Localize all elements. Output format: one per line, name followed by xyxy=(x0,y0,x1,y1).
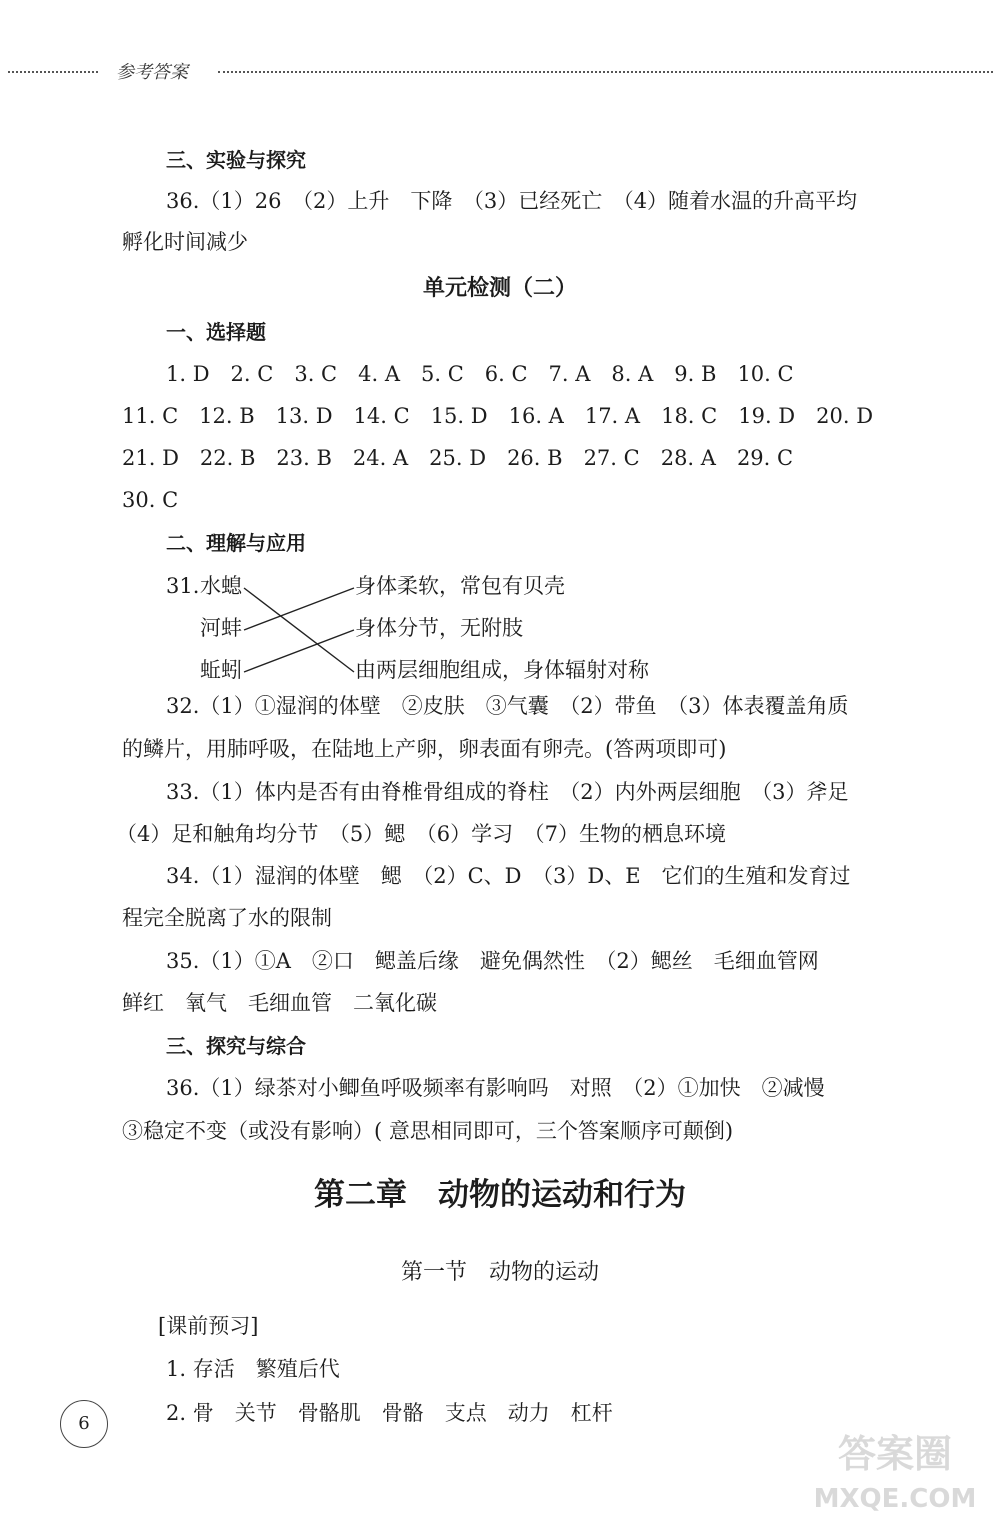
answer-36a-line2: 孵化时间减少 xyxy=(122,230,248,254)
mc-answers-line1: 1. D 2. C 3. C 4. A 5. C 6. C 7. A 8. A 9. B 10. C xyxy=(166,362,794,386)
preview-heading: [课前预习] xyxy=(158,1314,259,1338)
answer-35-line2: 鲜红 氧气 毛细血管 二氧化碳 xyxy=(122,991,437,1015)
watermark-top: 答案圈 xyxy=(837,1432,953,1476)
watermark-bottom: MXQE.COM xyxy=(813,1484,977,1514)
answer-32-line2: 的鳞片，用肺呼吸，在陆地上产卵，卵表面有卵壳。(答两项即可) xyxy=(122,737,727,761)
answer-34-line2: 程完全脱离了水的限制 xyxy=(122,906,332,930)
preview-answer-2: 2. 骨 关节 骨骼肌 骨骼 支点 动力 杠杆 xyxy=(166,1401,613,1425)
mc-answers-line4: 30. C xyxy=(122,488,179,512)
q31-number: 31. xyxy=(166,574,200,598)
q31-right-item: 身体柔软，常包有贝壳 xyxy=(355,574,565,598)
answer-35-line1: 35.（1）①A ②口 鳃盖后缘 避免偶然性 （2）鳃丝 毛细血管网 xyxy=(166,949,819,973)
q31-left-item: 河蚌 xyxy=(200,616,242,640)
match-line-2 xyxy=(244,588,354,630)
chapter-title: 第二章 动物的运动和行为 xyxy=(314,1177,686,1213)
section-heading-inquiry: 三、探究与综合 xyxy=(166,1034,306,1058)
q31-left-item: 水螅 xyxy=(200,574,242,598)
match-line-1 xyxy=(244,588,354,672)
answer-36b-line1: 36.（1）绿茶对小鲫鱼呼吸频率有影响吗 对照 （2）①加快 ②减慢 xyxy=(166,1076,825,1100)
section-heading-choice: 一、选择题 xyxy=(166,320,266,344)
answer-32-line1: 32.（1）①湿润的体壁 ②皮肤 ③气囊 （2）带鱼 （3）体表覆盖角质 xyxy=(166,694,849,718)
answer-36b-line2: ③稳定不变（或没有影响）( 意思相同即可，三个答案顺序可颠倒) xyxy=(122,1119,734,1143)
match-line-3 xyxy=(244,630,354,672)
answer-33-line1: 33.（1）体内是否有由脊椎骨组成的脊柱 （2）内外两层细胞 （3）斧足 xyxy=(166,780,849,804)
answer-34-line1: 34.（1）湿润的体壁 鳃 （2）C、D （3）D、E 它们的生殖和发育过 xyxy=(166,864,851,888)
answer-33-line2: （4）足和触角均分节 （5）鳃 （6）学习 （7）生物的栖息环境 xyxy=(116,822,726,846)
header-title: 参考答案 xyxy=(116,62,188,83)
section-heading-experiment: 三、实验与探究 xyxy=(166,148,306,172)
mc-answers-line3: 21. D 22. B 23. B 24. A 25. D 26. B 27. C 28. A 29. C xyxy=(122,446,794,470)
section-title: 第一节 动物的运动 xyxy=(400,1260,599,1285)
section-heading-understanding: 二、理解与应用 xyxy=(166,531,306,555)
mc-answers-line2: 11. C 12. B 13. D 14. C 15. D 16. A 17. A 18. C 19. D 20. D xyxy=(122,404,874,428)
page-number: 6 xyxy=(60,1400,108,1448)
unit-title: 单元检测（二） xyxy=(422,276,577,301)
preview-answer-1: 1. 存活 繁殖后代 xyxy=(166,1357,340,1381)
q31-right-item: 由两层细胞组成，身体辐射对称 xyxy=(355,658,649,682)
watermark-logo xyxy=(810,1415,980,1525)
answer-36a-line1: 36.（1）26 （2）上升 下降 （3）已经死亡 （4）随着水温的升高平均 xyxy=(166,189,858,213)
q31-right-item: 身体分节，无附肢 xyxy=(355,616,523,640)
q31-left-item: 蚯蚓 xyxy=(200,658,242,682)
